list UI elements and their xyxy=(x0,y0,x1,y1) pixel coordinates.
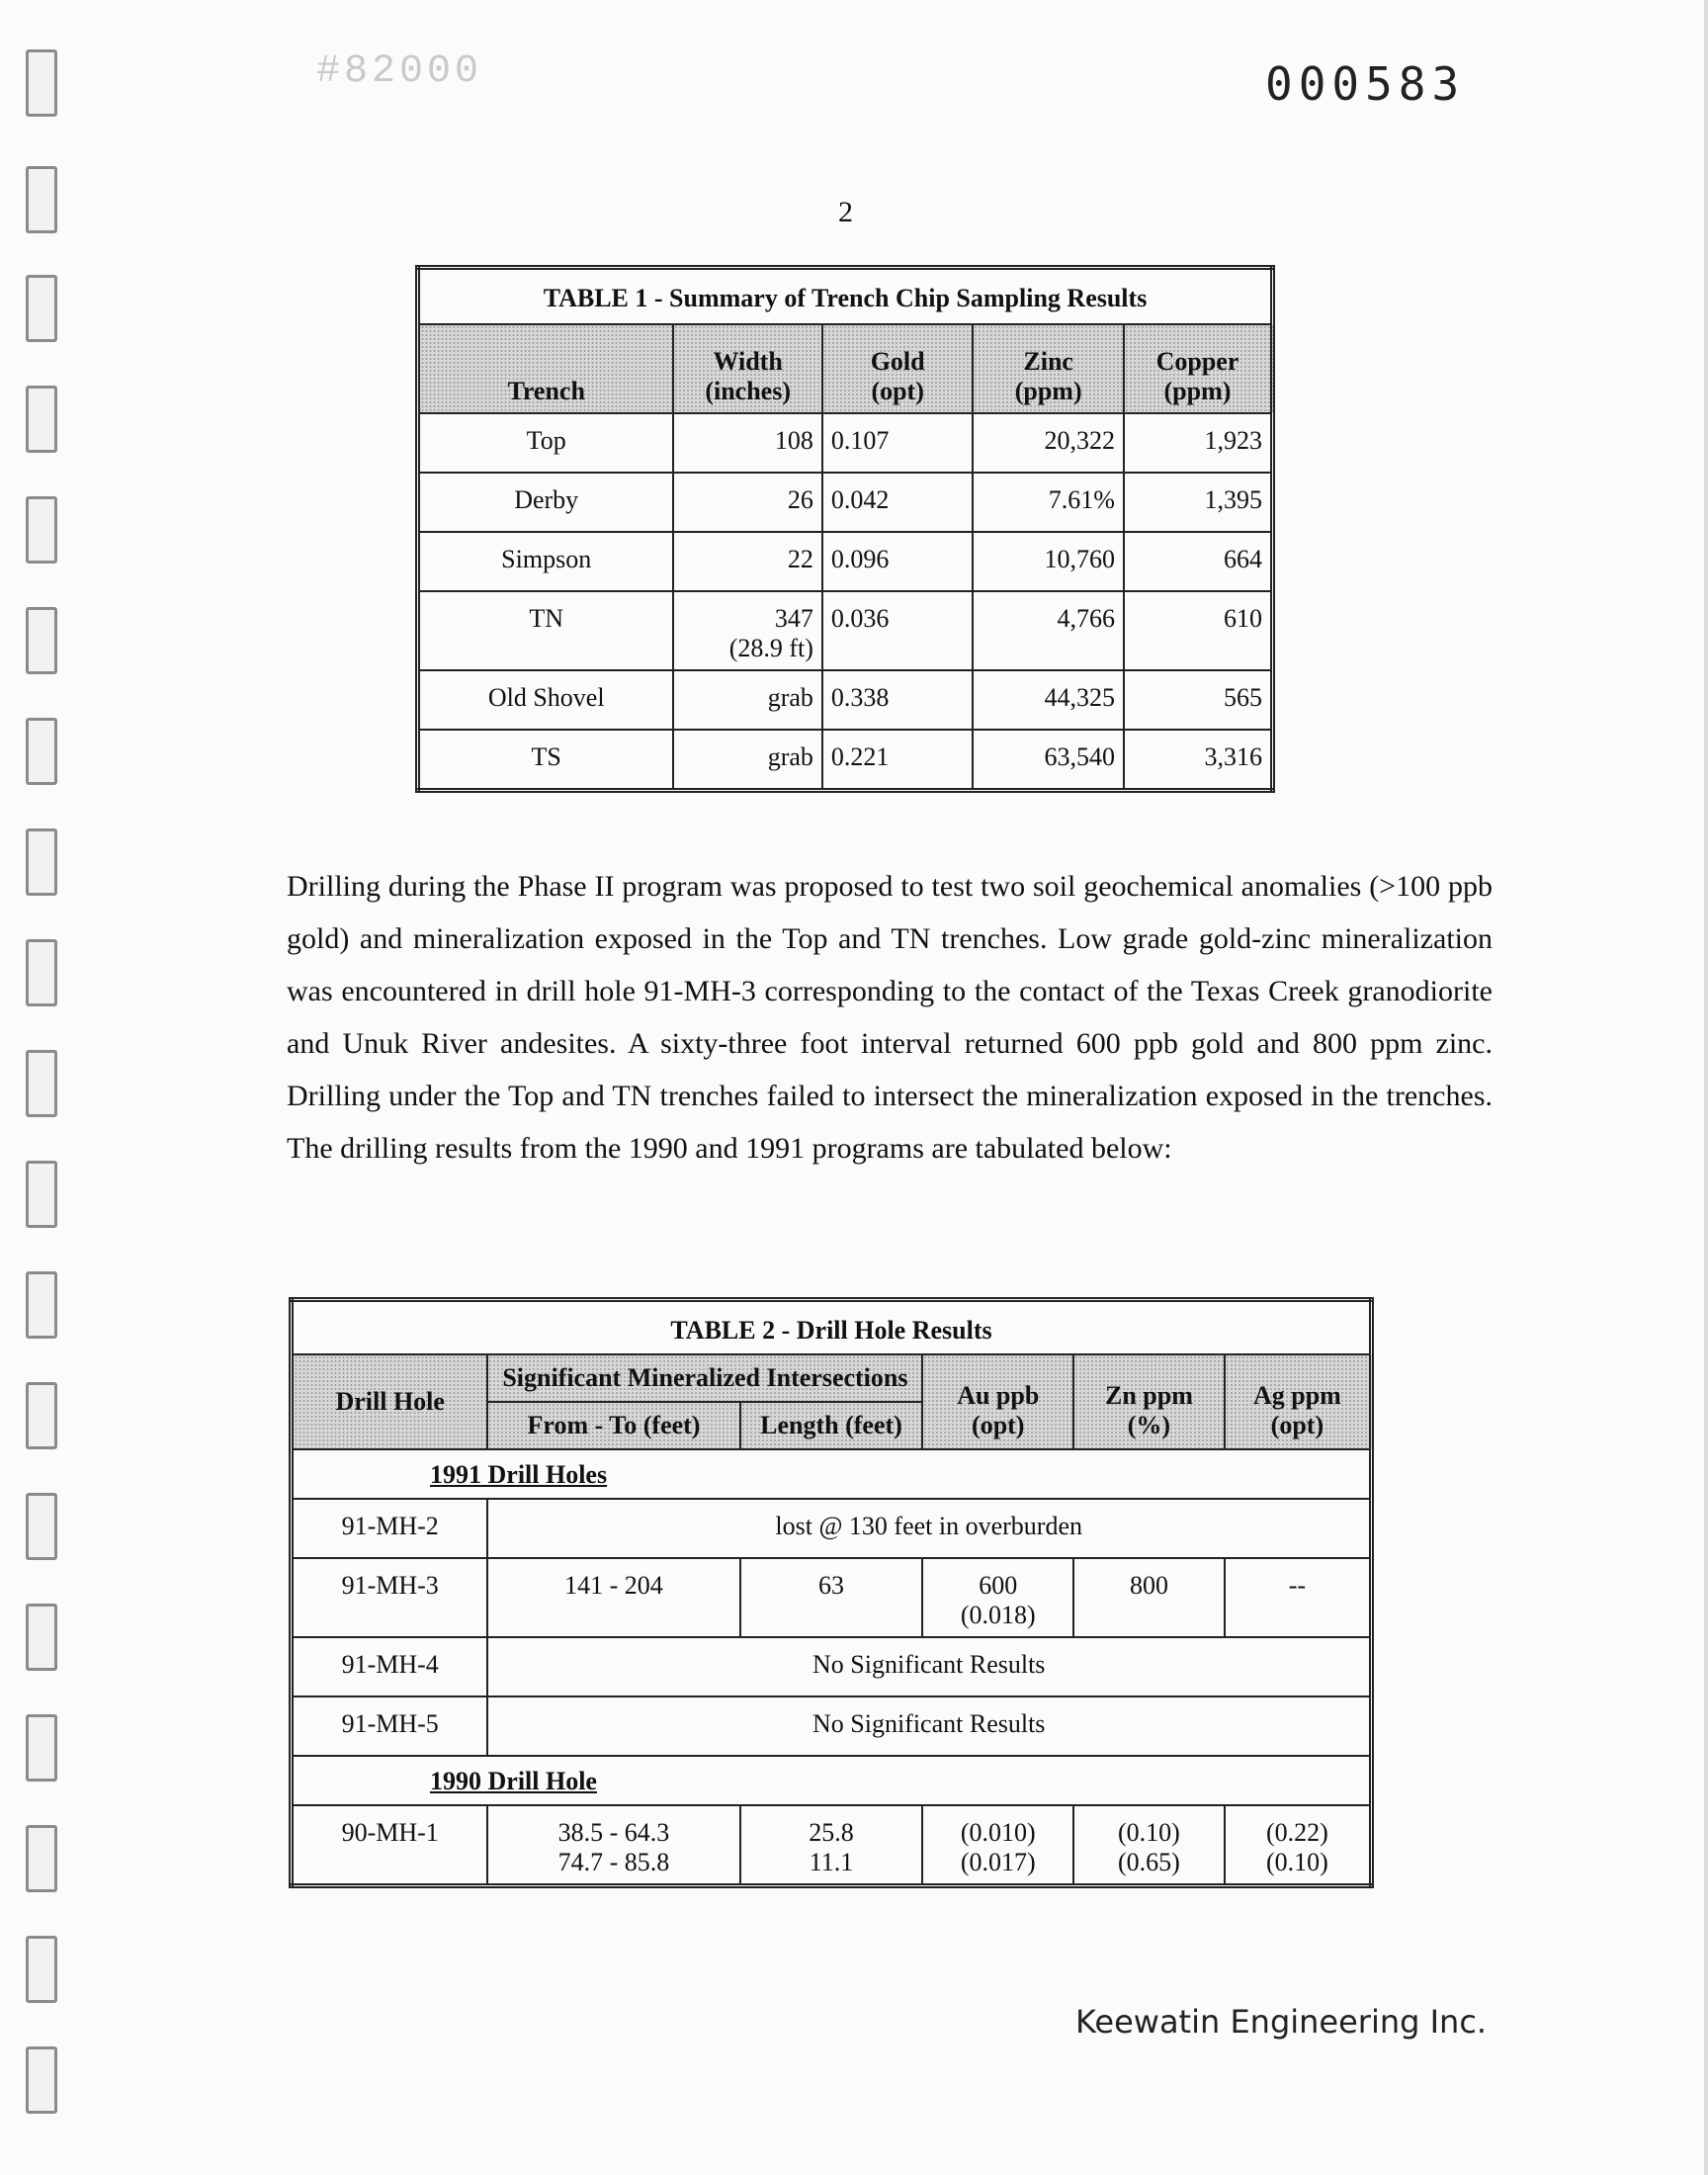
table-row: TS grab 0.221 63,540 3,316 xyxy=(418,730,1273,791)
table-row: Top 108 0.107 20,322 1,923 xyxy=(418,413,1273,473)
binder-hole xyxy=(26,607,57,674)
column-header: Ag ppm (opt) xyxy=(1225,1354,1372,1449)
binder-hole xyxy=(26,1936,57,2003)
column-header: Zinc (ppm) xyxy=(973,324,1124,413)
company-footer: Keewatin Engineering Inc. xyxy=(1075,2003,1488,2041)
table-row: 91-MH-5 No Significant Results xyxy=(292,1696,1372,1756)
table-row: TN 347 (28.9 ft) 0.036 4,766 610 xyxy=(418,591,1273,670)
group-label: 1991 Drill Holes xyxy=(430,1460,608,1489)
binder-hole xyxy=(26,1050,57,1117)
binder-hole xyxy=(26,1382,57,1449)
column-header: Significant Mineralized Intersections xyxy=(487,1354,922,1402)
column-header: Copper (ppm) xyxy=(1124,324,1273,413)
binder-hole xyxy=(26,1604,57,1671)
column-header: Length (feet) xyxy=(740,1402,923,1449)
binder-hole xyxy=(26,828,57,896)
table-title: TABLE 2 - Drill Hole Results xyxy=(292,1300,1372,1355)
binder-holes xyxy=(22,49,61,2145)
table-row: 91-MH-3 141 - 204 63 600 (0.018) 800 -- xyxy=(292,1558,1372,1637)
table-row: Old Shovel grab 0.338 44,325 565 xyxy=(418,670,1273,730)
column-header: Gold (opt) xyxy=(822,324,974,413)
page-number: 2 xyxy=(838,196,853,228)
group-row xyxy=(292,1449,1372,1499)
table-row: 90-MH-1 38.5 - 64.3 74.7 - 85.8 25.8 11.1 (0.010) (0.017) (0.10) (0.65) (0.22) (0.10) xyxy=(292,1805,1372,1886)
table-title: TABLE 1 - Summary of Trench Chip Sampling Results xyxy=(418,268,1273,325)
table-row: 91-MH-2 lost @ 130 feet in overburden xyxy=(292,1499,1372,1558)
binder-hole xyxy=(26,496,57,564)
column-header: Width (inches) xyxy=(673,324,822,413)
group-row xyxy=(292,1756,1372,1805)
table-row: Simpson 22 0.096 10,760 664 xyxy=(418,532,1273,591)
body-paragraph: Drilling during the Phase II program was proposed to test two soil geochemical anomalies (>100 ppb gold) and mineralization exposed in the Top and TN trenches. Low grade gold-zinc mineralization was encountered in drill hole 91-MH-3 corresponding to the contact of the Texas Creek granodiorite and Unuk River andesites. A sixty-three foot interval returned 600 ppb gold and 800 ppm zinc. Drilling under the Top and TN trenches failed to intersect the mineralization exposed in the trenches. The drilling results from the 1990 and 1991 programs are tabulated below: xyxy=(287,870,1493,1165)
page-edge xyxy=(1704,0,1708,2175)
column-header: Trench xyxy=(418,324,674,413)
binder-hole xyxy=(26,166,57,233)
binder-hole xyxy=(26,1714,57,1782)
column-header: From - To (feet) xyxy=(487,1402,739,1449)
faint-stamp: #82000 xyxy=(316,49,483,94)
binder-hole xyxy=(26,386,57,453)
table-row: 91-MH-4 No Significant Results xyxy=(292,1637,1372,1696)
binder-hole xyxy=(26,1493,57,1560)
column-header: Drill Hole xyxy=(292,1354,488,1449)
binder-hole xyxy=(26,2046,57,2114)
binder-hole xyxy=(26,1161,57,1228)
column-header: Au ppb (opt) xyxy=(922,1354,1073,1449)
binder-hole xyxy=(26,939,57,1006)
binder-hole xyxy=(26,718,57,785)
group-label: 1990 Drill Hole xyxy=(430,1767,597,1795)
table-row: Derby 26 0.042 7.61% 1,395 xyxy=(418,473,1273,532)
table-trench-sampling xyxy=(415,265,1275,793)
table-drill-hole-results xyxy=(289,1297,1374,1888)
binder-hole xyxy=(26,275,57,342)
column-header: Zn ppm (%) xyxy=(1073,1354,1225,1449)
document-number-stamp: 000583 xyxy=(1265,57,1466,111)
binder-hole xyxy=(26,1271,57,1339)
binder-hole xyxy=(26,1825,57,1892)
binder-hole xyxy=(26,49,57,117)
